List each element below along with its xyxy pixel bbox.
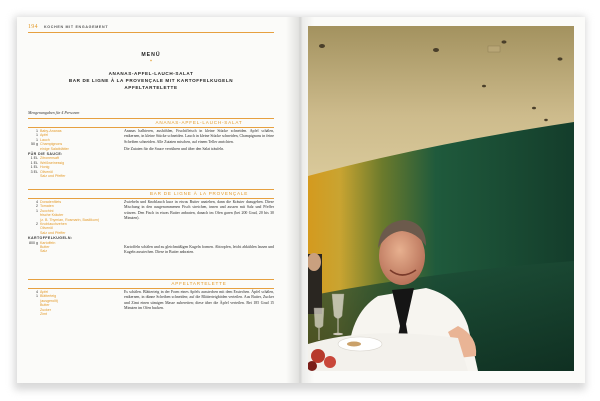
ingredient-name: Zucker [40, 307, 51, 312]
section-rule [28, 288, 274, 289]
method-paragraph: Kartoffeln schälen und zu gleichmäßigen Kugeln formen. Abtropfen, leicht abkühlen lassen und Kugeln ausstechen. Diese in Butter anbraten. [124, 245, 274, 255]
ingredient-name: Butter [40, 245, 50, 250]
restaurant-photo [308, 26, 574, 371]
section-rule [28, 118, 274, 119]
section-rule [28, 127, 274, 128]
ingredient-row [28, 249, 116, 253]
method-text [124, 129, 274, 154]
ingredient-name: Zucchini [40, 208, 54, 213]
ingredient-row [28, 312, 116, 316]
ingredient-qty: 3 EL [30, 169, 38, 174]
ingredient-qty [28, 249, 40, 253]
ingredient-qty: 50 g [31, 142, 38, 147]
ingredient-name: Salz [40, 249, 47, 254]
ingredient-qty: 1 [36, 208, 38, 213]
ingredient-name: Lauch [40, 137, 50, 142]
running-title: KOCHEN MIT ENGAGEMENT [44, 25, 109, 29]
food [347, 342, 361, 347]
method-text [124, 200, 274, 258]
section-title: ANANAS-APFEL-LAUCH-SALAT [155, 120, 243, 125]
ingredient-name: Blätterteig [40, 294, 57, 299]
ingredient-list [28, 129, 116, 178]
ingredient-name: Salz und Pfeffer [40, 174, 66, 179]
ingredient-qty: 1 [36, 129, 38, 133]
ingredient-name: Champignons [40, 142, 63, 147]
section-rule [28, 279, 274, 280]
ingredient-qty [28, 147, 40, 151]
ingredient-name: Kartoffeln [40, 240, 56, 245]
section-title: APFELTARTELETTE [171, 281, 227, 286]
ingredient-name: Zitronensaft [40, 156, 59, 161]
ingredient-name: frische Kräuter [40, 213, 64, 218]
ingredient-list [28, 290, 116, 316]
ingredient-name: Weißweinessig [40, 160, 65, 165]
menu-course: ANANAS-APFEL-LAUCH-SALAT [108, 71, 194, 76]
method-paragraph: Die Zutaten für die Sauce verrühren und über den Salat träufeln. [124, 146, 225, 151]
section-rule [28, 198, 274, 199]
ingredient-qty [28, 174, 40, 178]
menu-title: MENÜ [141, 52, 161, 58]
star-ornament: * [149, 60, 153, 65]
menu-course: APFELTARTELETTE [124, 85, 178, 91]
section-rule [28, 189, 274, 190]
ingredient-row [28, 231, 116, 235]
ingredient-name: Salz und Pfeffer [40, 230, 66, 235]
ingredient-qty [28, 231, 40, 235]
ingredient-qty: 1 EL [30, 165, 38, 170]
page-number: 194 [28, 24, 38, 30]
method-paragraph: Ananas halbieren, aushöhlen, Fruchtfleisch in kleine Stücke schneiden. Apfel schälen, entkernen, in kleine Stücke schneiden. Lauch in kleine Stücke schneiden, Champignons in feine Scheiben schneiden. Alle Zutaten mischen, auf einem Teller anrichten. [124, 129, 274, 144]
ingredient-name: Apfel [40, 133, 49, 138]
ingredient-qty: 2 [36, 204, 38, 209]
ingredient-row [28, 174, 116, 178]
ingredient-qty: 1 [36, 294, 38, 299]
ingredient-name: (ausgerollt) [40, 298, 58, 303]
ingredient-name: Butter [40, 303, 50, 308]
method-text [124, 290, 274, 313]
sub-heading: FÜR DIE SAUCE: [28, 152, 63, 157]
ingredient-name: einige Salatblätter [40, 146, 69, 151]
ingredient-qty: 1 EL [30, 160, 38, 165]
serves-note: Mengenangaben für 4 Personen [28, 110, 80, 115]
ingredient-name: Doradenfilets [40, 200, 62, 204]
ingredient-name: Äpfel [40, 290, 49, 294]
ingredient-name: Knoblauchzehen [40, 222, 67, 227]
ingredient-name: (z. B. Thymian, Rosmarin, Basilikum) [40, 217, 100, 222]
ingredient-name: Olivenöl [40, 226, 53, 231]
ceiling-vent [488, 46, 500, 52]
ingredient-qty [28, 312, 40, 316]
ingredient-name: Baby-Ananas [40, 129, 62, 133]
photo-image [308, 26, 574, 371]
menu-block [28, 52, 274, 92]
ingredient-name: Tomaten [40, 204, 54, 209]
ingredient-list [28, 200, 116, 254]
ingredient-name: Olivenöl [40, 169, 53, 174]
ingredient-qty: 800 g [29, 240, 38, 245]
ingredient-qty: 1 [36, 133, 38, 138]
sub-heading: KARTOFFELKUGELN: [28, 236, 73, 241]
ingredient-row [28, 147, 116, 151]
header-rule [28, 32, 274, 33]
method-paragraph: Zwiebeln und Knoblauch kurz in etwas Butter anziehen, dann die Kräuter dazugeben. Diese Mischung in den ausgenommenen Fisch streichen, innen und aussen mit Salz und Pfeffer würzen. Den Fisch in etwas Butter anbraten, danach im Ofen garen (bei 200 Grad, 20 bis 30 Minuten). [124, 200, 274, 220]
section-title: BAR DE LIGNE À LA PROVENÇALE [149, 191, 249, 196]
ingredient-qty: 2 [36, 222, 38, 227]
ingredient-qty: 1 [36, 137, 38, 142]
menu-course: BAR DE LIGNE À LA PROVENÇALE MIT KARTOFFELKUGELN [68, 78, 234, 84]
ingredient-name: Zimt [40, 312, 47, 317]
ingredient-qty: 4 [36, 200, 38, 204]
method-paragraph: Es schälen. Blätterteig in der Form eines Apfels ausstechen mit dem Esstechen. Äpfel schälen, entkernen, in dünne Scheiben schneiden; auf die Blätterteigböden verteilen. Aus Butter, Zucker und Zimt einen sämigen Masse zubereiten; diese über die Äpfel verteilen. Bei 185 Grad 15 Minuten im Ofen backen. [124, 290, 274, 310]
ingredient-qty: 1 EL [30, 156, 38, 161]
ingredient-name: Honig [40, 165, 50, 170]
ingredient-qty: 4 [36, 290, 38, 294]
